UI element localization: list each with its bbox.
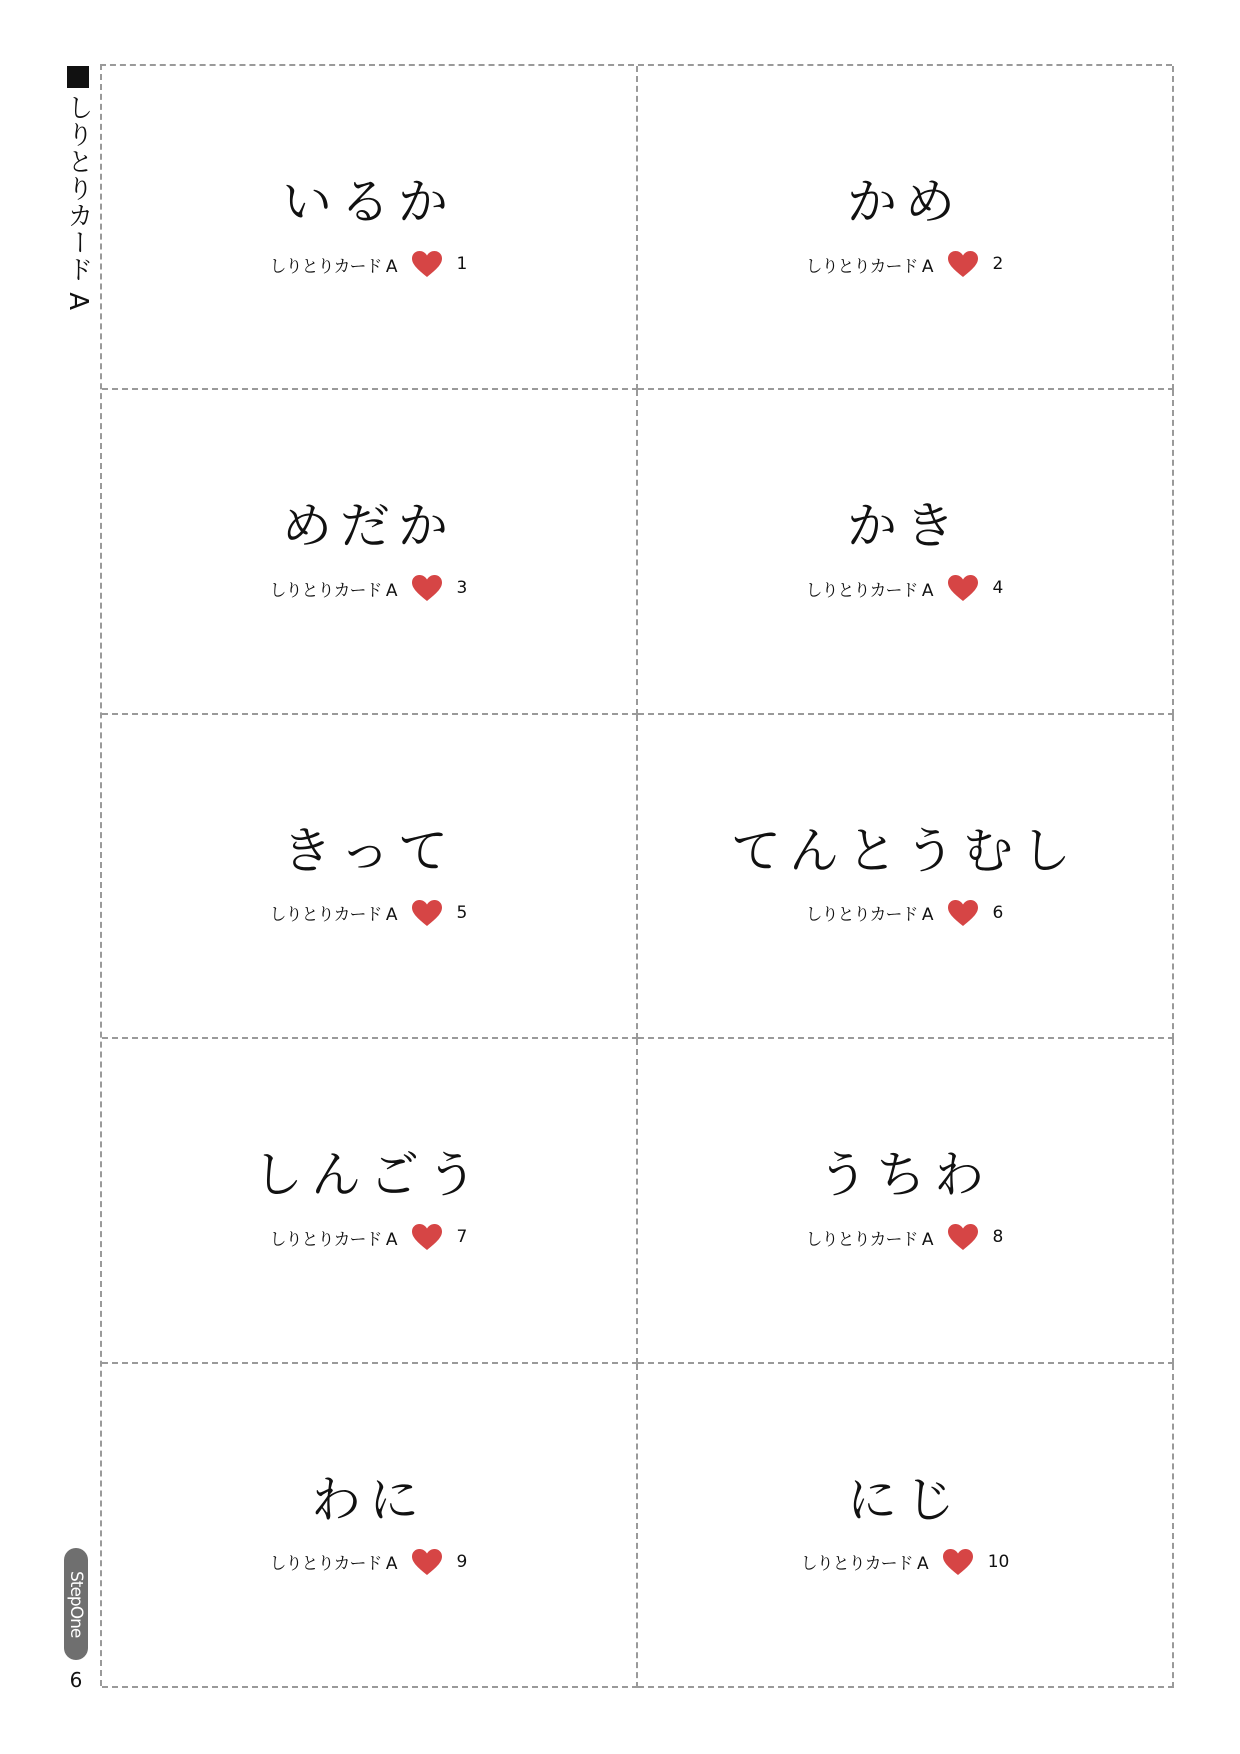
card-word: いるか <box>282 173 456 231</box>
card-meta <box>102 899 636 927</box>
card-number: 3 <box>456 578 468 599</box>
heart-icon <box>942 1548 974 1576</box>
card-meta <box>102 1548 636 1576</box>
card-number: 2 <box>992 254 1004 274</box>
card-word: きって <box>282 821 456 880</box>
card-8[interactable] <box>638 1039 1174 1363</box>
card-10[interactable] <box>638 1364 1174 1688</box>
card-3[interactable] <box>102 390 638 714</box>
card-number: 6 <box>992 902 1004 923</box>
card-2[interactable] <box>638 66 1174 390</box>
heart-icon <box>411 1548 443 1576</box>
card-number: 5 <box>456 902 468 923</box>
stepone-logo <box>64 1548 88 1660</box>
card-meta <box>638 899 1172 927</box>
card-word: かき <box>847 497 963 556</box>
card-meta <box>638 250 1172 278</box>
heart-icon <box>947 899 979 927</box>
side-title-text: しりとりカード A <box>63 94 93 312</box>
card-meta <box>102 250 636 278</box>
card-label: しりとりカード A <box>805 905 933 926</box>
card-label: しりとりカード A <box>269 580 397 601</box>
card-label: しりとりカード A <box>269 256 397 277</box>
square-bullet-icon <box>67 66 89 88</box>
card-meta <box>638 1548 1172 1576</box>
heart-icon <box>411 1223 443 1251</box>
card-1[interactable] <box>102 66 638 390</box>
card-meta <box>638 1223 1172 1251</box>
card-6[interactable] <box>638 715 1174 1039</box>
card-word: てんとうむし <box>731 821 1079 880</box>
heart-icon <box>411 574 443 602</box>
card-meta <box>102 574 636 602</box>
card-label: しりとりカード A <box>269 1229 397 1250</box>
heart-icon <box>947 250 979 278</box>
card-word: かめ <box>847 173 963 231</box>
card-number: 7 <box>456 1227 468 1248</box>
heart-icon <box>411 899 443 927</box>
card-5[interactable] <box>102 715 638 1039</box>
card-word: しんごう <box>253 1146 485 1205</box>
page-number: 6 <box>69 1668 83 1692</box>
card-label: しりとりカード A <box>805 1229 933 1250</box>
side-title <box>62 66 94 311</box>
card-label: しりとりカード A <box>805 256 933 277</box>
card-number: 4 <box>992 578 1004 599</box>
card-label: しりとりカード A <box>800 1554 928 1575</box>
heart-icon <box>947 1223 979 1251</box>
card-number: 1 <box>456 254 468 274</box>
card-label: しりとりカード A <box>269 905 397 926</box>
card-label: しりとりカード A <box>805 580 933 601</box>
card-word: にじ <box>847 1470 963 1529</box>
card-number: 9 <box>456 1551 468 1572</box>
card-7[interactable] <box>102 1039 638 1363</box>
logo-text: StepOne <box>66 1570 86 1638</box>
card-word: めだか <box>282 497 456 556</box>
card-number: 10 <box>987 1551 1010 1572</box>
card-meta <box>102 1223 636 1251</box>
heart-icon <box>411 250 443 278</box>
card-word: わに <box>311 1470 427 1529</box>
heart-icon <box>947 574 979 602</box>
card-number: 8 <box>992 1227 1004 1248</box>
card-word: うちわ <box>818 1146 992 1205</box>
card-grid <box>100 64 1172 1686</box>
card-label: しりとりカード A <box>269 1554 397 1575</box>
card-9[interactable] <box>102 1364 638 1688</box>
card-meta <box>638 574 1172 602</box>
card-4[interactable] <box>638 390 1174 714</box>
